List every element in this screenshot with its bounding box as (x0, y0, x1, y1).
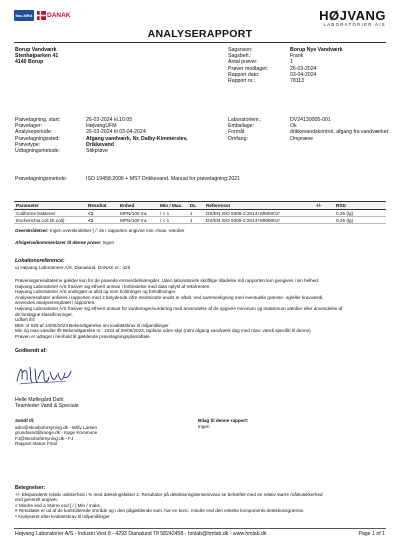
report-status-label: Rapport status: (15, 441, 47, 447)
lab-info-label: Laboratorienr.: (228, 117, 262, 123)
cell-dl: 1 (188, 217, 204, 224)
cell-uncertainty (314, 210, 334, 217)
note-line: Prøveningsresultaterne gælder kun for de prøvede emner/delmængder. Uden laboratoriets skriftlige tilladelse må rapporten kun gengives i sin helhed. (15, 278, 320, 283)
title-divider (14, 42, 386, 43)
note-line: BEK nr 529 af 14/05/2023 Bekendtgørelse om kvalitetskrav til miljømålinger (15, 322, 169, 328)
sampling-value: 26-03-2024 til 03-04-2024 (86, 129, 146, 136)
legend-line: < Mindre end ≥ Større end [ / ] Min / maks. (15, 502, 102, 508)
sampling-value: Afgang vandværk, Nr. Dalby-Kimmerslev, (86, 135, 188, 142)
cell-reference: DS/EN ISO 9308-2:2014+MM0001* (204, 217, 314, 224)
lab-info (228, 117, 390, 142)
case-info-label: Prøver modtaget: (228, 65, 269, 72)
table-row (14, 217, 386, 224)
cell-reference: DS/EN ISO 9308-2:2014+MM0001* (204, 210, 314, 217)
note-line: Højvang Laboratorier A/S undegaer ut altid og som holdninger og forlodkninger. (15, 289, 177, 295)
col-header-references: Referencer (204, 202, 314, 210)
sampling-label: Prøvetagningssted: (15, 135, 60, 142)
case-info-value: 78113 (290, 78, 305, 85)
lab-info-label: Emballage: (228, 123, 254, 130)
sampling-method (15, 176, 286, 182)
location-reference-text: u) Højvang Laboratorier A/S, Dianalund. DANAK nr.: 428 (15, 265, 131, 270)
location-reference-title: Lokationsreference: (15, 258, 65, 264)
case-info-row (228, 78, 390, 84)
case-info-label: Sagsbeh.: (228, 53, 252, 60)
col-header-unit: Enhed (118, 202, 158, 210)
danak-logo (37, 11, 70, 20)
report-title: ANALYSERAPPORT (147, 28, 253, 40)
sent-to-line: adm@skovboforsyning.dk - Willy Larsen (15, 424, 98, 430)
case-info-label: Rapport nr.: (228, 78, 256, 85)
address-line: 4140 Borup (15, 59, 44, 66)
note-line: de forslagne klassificeringer. (15, 311, 73, 317)
page-number: Page 1 of 1 (358, 531, 385, 537)
cell-unit: MPN/100 mL (118, 217, 158, 224)
cell-parameter: Coliforme bakterier (14, 210, 86, 217)
case-info-value: Frank (290, 53, 304, 60)
case-info-value: Borup Nye Vandværk (290, 47, 343, 53)
sampling-value: Drikkevand (86, 141, 114, 148)
case-info-label: Rapport dato: (228, 71, 260, 78)
sent-to-line: FJ@skovboforsyning.dk - FJ (15, 435, 74, 441)
case-info (228, 47, 390, 84)
lab-info-label: Omfang: (228, 135, 248, 142)
note-line: Analyseresultater anføres i rapporten med 2 betydende cifre medmindre andet er aftalt. Ved sammenligning med eventuelle grænse- og/eller kravværdi, (15, 294, 324, 300)
sent-to-line: grundvand@koege.dk - Køge Kommune (15, 430, 98, 436)
approved-by-label: Godkendt af: (15, 348, 47, 354)
method-value: ISO 19458:2006 + MST Drikkevand. Manual for prøvetagning:2021 (86, 176, 241, 182)
cell-result: <1 (86, 210, 118, 217)
col-header-parameter: Parameter (14, 202, 86, 210)
lab-info-value: drikkevandskontrol, afgang fra vandværket (290, 129, 389, 136)
cell-minmax: / < 1 (158, 210, 188, 217)
sampling-row (15, 148, 228, 154)
report-notes (15, 278, 387, 340)
appendix-block (198, 418, 248, 429)
cell-result: <1 (86, 217, 118, 224)
table-header-row (14, 202, 386, 210)
cell-unit: MPN/100 mL (118, 210, 158, 217)
cell-rsd: 0,25 (lg) (334, 217, 386, 224)
ilac-logo: ilac-MRA (14, 10, 34, 21)
sampling-label: Prøvetype: (15, 141, 41, 148)
cell-dl: 1 (188, 210, 204, 217)
brand-name: HØJVANG (319, 8, 386, 23)
handwritten-signature (14, 357, 74, 389)
signer-block (15, 397, 79, 409)
sampling-label: Udtagningsmetode: (15, 148, 60, 155)
sampling-value: 26-03-2024 kl.10:05 (86, 117, 133, 123)
exceedances-label: Overskridelser: (15, 228, 49, 233)
sampling-value: HøjvangUFM (86, 123, 117, 130)
col-header-minmax: Min / Max. (158, 202, 188, 210)
sampling-label: Prøvetagning, start: (15, 117, 61, 123)
col-header-dl: DL (188, 202, 204, 210)
case-info-label: Antal prøver: (228, 59, 258, 66)
legend-line: +/- Ekspanderet relativ usikkerhed i % med dækningsfaktor 2. Resultater på detektionsgrænseniveau se behæftet med en relativ større måleusikkerhed (15, 491, 323, 497)
note-line: Højvang Laboratorier A/S frasiver sig ethvert ansvar for vurderinger/vurdering med anvendelse af de opgivne minimum og maksimum værdier eller anvendelse af (15, 305, 343, 311)
note-line: anvendes analyseresultatet i rapporten. (15, 300, 96, 306)
brand-sub: LABORATORIER A/S (323, 22, 386, 27)
report-status-value: Final (47, 441, 57, 447)
footer-company-info: Højvang Laboratorier A/S - Industri Vest 8 - 4293 Dianalund Tlf 58242458 - hmlab@hmlab.dk - www.hmlab.dk (15, 531, 267, 537)
note-line: Udført iht: (15, 317, 36, 323)
cell-rsd: 0,25 (lg) (334, 210, 386, 217)
cell-minmax: / < 1 (158, 217, 188, 224)
appendix-label: Bilag til denne rapport: (198, 418, 249, 423)
case-info-value: 26-03-2024 (290, 65, 317, 72)
signer-name: Helle Møllegård Dahl (15, 397, 64, 403)
accreditation-logos (14, 10, 70, 21)
col-header-result: Resultat (86, 202, 118, 210)
signer-role: Teamleder Vand & Speciale (15, 403, 79, 410)
lab-info-value: DV24130005-001 (290, 117, 331, 123)
col-header-rsd: RSD (334, 202, 386, 210)
note-line: Min og max-værdier iflt Bekendtgørelse nr.: 1023 af 29/06/2023, tapfane uden skyl (ntmt afgang vandværk dog med max: værdi specifik til denne) (15, 328, 311, 334)
table-row (14, 210, 386, 217)
cell-parameter: Escherichia coli (E.coli) (14, 217, 86, 224)
lab-info-value: Ompræve (290, 135, 314, 142)
method-label: Prøvetagningsmetode: (15, 176, 68, 182)
page-footer (15, 531, 385, 537)
legend-line: end generelt angivet. (15, 497, 58, 503)
deviation-label: Afvigelse/kommentarer til denne prøve: (15, 240, 102, 245)
address-line: Borup Vandværk (15, 47, 57, 53)
lab-info-label: Formål: (228, 129, 246, 136)
case-info-value: 1 (290, 59, 293, 66)
lab-info-value: Ok (290, 123, 297, 130)
footer-divider (14, 528, 386, 529)
exceedances-text: Ingen overskridelser [ /: de i rapporten angivne min.-/max.-værdier (50, 228, 185, 233)
customer-address (15, 47, 58, 66)
legend-block (15, 486, 387, 520)
case-info-value: 03-04-2024 (290, 71, 317, 78)
col-header-uncertainty: +/- (314, 202, 334, 210)
lab-info-row (228, 136, 390, 142)
results-table (14, 201, 386, 224)
sampling-label: Prøvetager: (15, 123, 43, 130)
danak-logo-text: DANAK (47, 12, 71, 19)
cell-uncertainty (314, 217, 334, 224)
note-line: Højvang Laboratorier A/S frasiver sig ethvert ansvar i forbindelse med data oplyst af rekvirenten. (15, 283, 211, 289)
danak-flag-icon (37, 11, 46, 20)
deviation-comments (15, 240, 114, 246)
legend-title: Betegnelser: (15, 485, 46, 491)
address-line: Stenhøjparken 41 (15, 53, 59, 60)
legend-line: # Resultatet er ud af de kontrollerede område og i den pågældende sum, har en konc. mindre end den enkelte komponents detektionsgrænse. (15, 508, 305, 514)
exceedances (15, 228, 185, 234)
hojvang-logo (319, 9, 386, 28)
sent-to-block (15, 418, 97, 447)
appendix-value: Ingen (198, 423, 210, 429)
sent-to-label: Sendt til: (15, 418, 35, 423)
case-info-label: Sagsnavn: (228, 47, 253, 53)
deviation-text: Ingen (102, 240, 115, 245)
sampling-label: Analyseperiode: (15, 129, 53, 136)
sampling-info (15, 117, 228, 154)
note-line: Prøven er udtaget i henhold til gældende prøvetagningsplan/aftale. (15, 333, 151, 339)
report-status-row (15, 441, 97, 447)
sampling-value: Stikprøve (86, 148, 108, 155)
legend-line: * Analyseret efter kvalitetskrav til miljømålinger (15, 513, 110, 519)
